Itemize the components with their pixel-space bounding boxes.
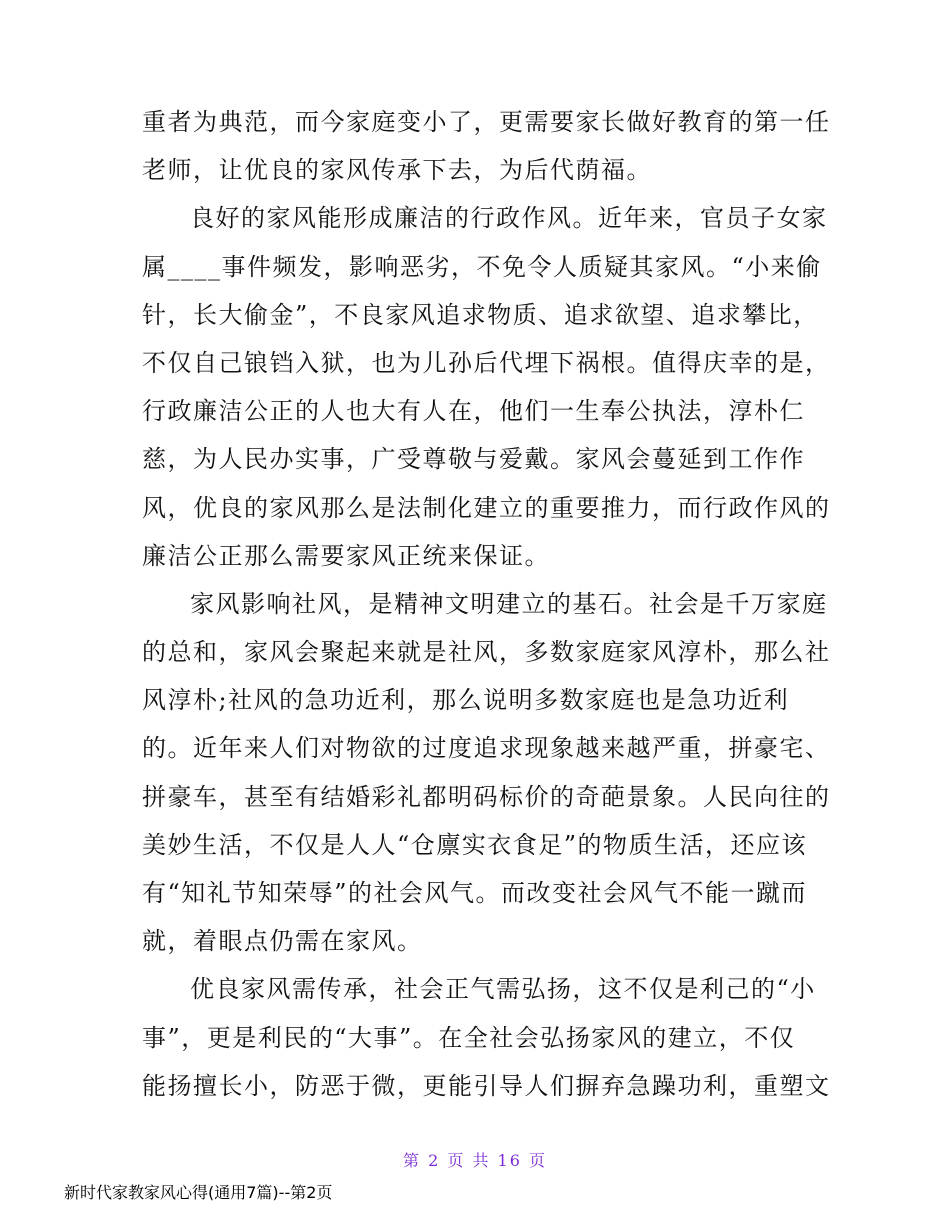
footer-document-title: 新时代家教家风心得(通用7篇)--第2页 (64, 1183, 333, 1202)
paragraph-start-line: 家风影响社风，是精神文明建立的基石。社会是千万家庭 (190, 589, 828, 618)
paragraph-start-line: 优良家风需传承，社会正气需弘扬，这不仅是利己的“小 (190, 975, 816, 1004)
text-line: 慈，为人民办实事，广受尊敬与爱戴。家风会蔓延到工作作 (142, 445, 805, 474)
text-line: 老师，让优良的家风传承下去，为后代荫福。 (142, 156, 652, 185)
text-line: 廉洁公正那么需要家风正统来保证。 (142, 541, 550, 570)
text-line: 不仅自己锒铛入狱，也为儿孙后代埋下祸根。值得庆幸的是， (142, 348, 831, 377)
text-line: 属____事件频发，影响恶劣，不免令人质疑其家风。“小来偷 (142, 252, 822, 281)
text-line: 美妙生活，不仅是人人“仓廪实衣食足”的物质生活，还应该 (142, 830, 808, 859)
text-line: 拼豪车，甚至有结婚彩礼都明码标价的奇葩景象。人民向往的 (142, 782, 831, 811)
text-line: 就，着眼点仍需在家风。 (142, 927, 423, 956)
text-line: 事”，更是利民的“大事”。在全社会弘扬家风的建立，不仅 (142, 1023, 796, 1052)
text-line: 重者为典范，而今家庭变小了，更需要家长做好教育的第一任 (142, 108, 831, 136)
text-line: 能扬擅长小，防恶于微，更能引导人们摒弃急躁功利，重塑文 (142, 1071, 831, 1100)
text-line: 行政廉洁公正的人也大有人在，他们一生奉公执法，淳朴仁 (142, 397, 805, 426)
text-line: 针，长大偷金”，不良家风追求物质、追求欲望、追求攀比， (142, 300, 819, 329)
text-line: 的总和，家风会聚起来就是社风，多数家庭家风淳朴，那么社 (142, 638, 831, 667)
text-line: 的。近年来人们对物欲的过度追求现象越来越严重，拼豪宅、 (142, 734, 831, 763)
page-number: 第 2 页 共 16 页 (403, 1151, 547, 1170)
paragraph-start-line: 良好的家风能形成廉洁的行政作风。近年来，官员子女家 (190, 204, 828, 233)
text-line: 风，优良的家风那么是法制化建立的重要推力，而行政作风的 (142, 493, 831, 522)
body-text (142, 98, 831, 1110)
text-line: 有“知礼节知荣辱”的社会风气。而改变社会风气不能一蹴而 (142, 879, 808, 907)
text-line: 风淳朴;社风的急功近利，那么说明多数家庭也是急功近利 (142, 686, 790, 715)
